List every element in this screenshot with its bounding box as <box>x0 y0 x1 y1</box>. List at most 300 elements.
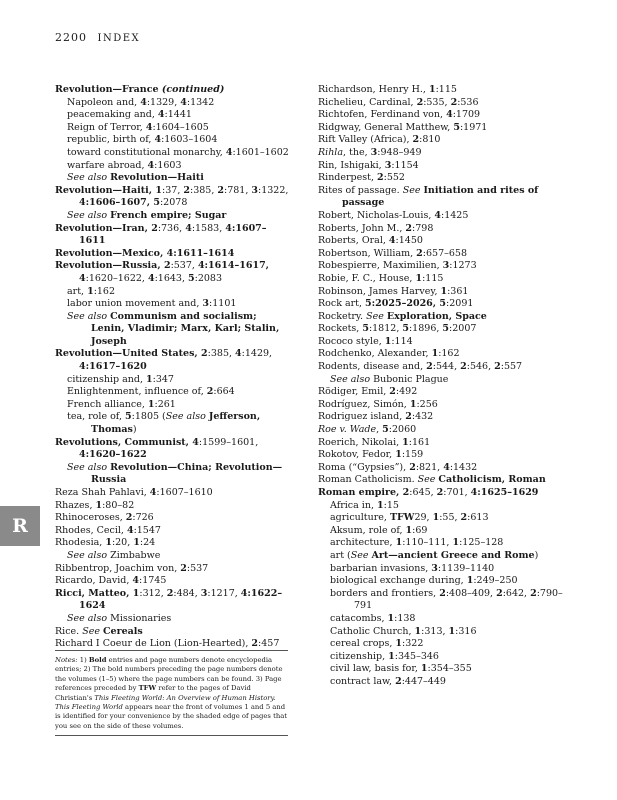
index-entry <box>55 512 291 525</box>
entry-text: :1139–1140 <box>437 562 495 574</box>
entry-text: 4:1606–1607, 5 <box>79 197 160 209</box>
index-subentry <box>318 626 580 639</box>
entry-text: 3 <box>431 562 438 574</box>
entry-text: :701, <box>443 487 471 498</box>
entry-text: Ribbentrop, Joachim von, <box>55 562 181 574</box>
index-entry <box>55 638 291 651</box>
entry-text: :115 <box>422 272 444 284</box>
entry-text: 2 <box>217 184 224 196</box>
entry-text: Rococo style, <box>318 335 385 347</box>
entry-text: :345–346 <box>394 650 439 662</box>
index-entry <box>318 147 580 160</box>
entry-text: 4 <box>145 121 153 133</box>
entry-text: :536 <box>457 96 479 108</box>
entry-text: 1 <box>405 524 413 536</box>
entry-text: :1583, <box>191 222 226 234</box>
entry-text: 5 <box>453 121 460 133</box>
entry-text: Enlightenment, influence of, <box>67 386 207 398</box>
entry-text: See <box>82 625 103 637</box>
entry-text: 2 <box>251 638 259 650</box>
entry-text: 5 <box>402 323 409 335</box>
entry-text: Aksum, role of, <box>330 524 406 536</box>
entry-text: 2 <box>426 361 433 373</box>
entry-text: borders and frontiers, <box>330 587 440 599</box>
entry-text: 1 <box>133 537 140 549</box>
entry-text: :1620–1622, <box>85 272 148 284</box>
entry-text: Rockets, <box>318 323 363 335</box>
entry-text: 1 <box>395 638 403 650</box>
entry-text: :432 <box>411 411 434 423</box>
entry-text: 2 <box>460 512 468 524</box>
entry-text: :361 <box>447 285 469 297</box>
entry-text: Exploration, Space <box>386 310 487 322</box>
page-header <box>55 31 140 44</box>
notes-label: Notes: <box>55 656 78 664</box>
entry-text: TFW <box>389 512 415 524</box>
index-subentry <box>55 286 291 299</box>
index-entry <box>318 260 580 273</box>
entry-text: :2060 <box>388 424 417 436</box>
entry-text: Roman empire, <box>318 487 403 498</box>
entry-text: 1 <box>440 285 448 297</box>
index-entry <box>318 109 580 122</box>
entry-text: 1 <box>95 499 103 511</box>
entry-text: Revolution—United States, <box>55 348 202 360</box>
index-subentry <box>318 575 580 588</box>
entry-text: :385, <box>190 184 218 196</box>
entry-text: Rock art, <box>318 298 366 310</box>
entry-text: :261 <box>154 398 176 410</box>
index-subentry <box>55 374 291 387</box>
entry-text: :408–409, <box>445 587 497 599</box>
entry-text: Revolutions, Communist, <box>55 436 193 448</box>
index-entry <box>55 575 291 588</box>
entry-text: 1 <box>87 285 94 297</box>
entry-text: 1 <box>387 612 395 624</box>
index-entry <box>318 399 580 412</box>
index-subentry <box>55 160 291 173</box>
entry-text: 2 <box>183 184 190 196</box>
running-title: INDEX <box>97 33 141 44</box>
entry-text: 2 <box>412 134 420 146</box>
entry-text: 3 <box>200 587 208 599</box>
entry-text: :1603–1604 <box>161 134 218 146</box>
entry-text: 4 <box>388 235 396 247</box>
index-entry <box>318 411 580 424</box>
entry-text: 1 <box>448 625 456 637</box>
index-subentry <box>318 638 580 651</box>
notes-book-title: This Fleeting World: An Overview of Human History. <box>94 693 276 702</box>
entry-text: :1745 <box>139 575 167 587</box>
index-entry <box>318 336 580 349</box>
entry-text: 1 <box>452 537 460 549</box>
entry-text: Missionaries <box>110 612 172 624</box>
entry-text: 4 <box>147 272 155 284</box>
entry-text: :546, <box>466 361 495 373</box>
entry-text: :642, <box>502 587 531 599</box>
entry-text: 1 <box>388 650 395 662</box>
entry-text: civil law, basis for, <box>330 663 421 675</box>
entry-text: 5 <box>362 323 369 335</box>
entry-text: 4 <box>185 222 192 234</box>
notes-book-title-short: This Fleeting World <box>55 703 123 712</box>
index-entry <box>55 84 291 97</box>
index-entry <box>55 437 291 462</box>
entry-text: Jefferson, Thomas <box>91 411 261 436</box>
entry-text: 2 <box>496 587 503 599</box>
index-column-left <box>55 84 291 651</box>
entry-text: 1 <box>414 625 422 637</box>
entry-text: Communism and socialism; Lenin, Vladimir; Marx, Karl; Stalin, Joseph <box>91 310 280 347</box>
entry-text: Rift Valley (Africa), <box>318 134 413 146</box>
entry-text: :657–658 <box>422 247 467 259</box>
index-entry <box>318 134 580 147</box>
entry-text: 2 <box>125 512 133 524</box>
entry-text: 2 <box>206 386 214 398</box>
entry-text: :37, <box>162 184 184 196</box>
entry-text: :24 <box>139 537 156 549</box>
entry-text: 4 <box>132 575 139 587</box>
entry-text: 1 <box>377 499 384 511</box>
entry-text: Roberts, Oral, <box>318 235 389 247</box>
entry-text: 2 <box>416 96 424 108</box>
entry-text: :316 <box>455 625 477 637</box>
index-subentry <box>55 462 291 487</box>
entry-text: 1 <box>146 373 153 385</box>
index-entry <box>55 185 291 210</box>
index-entry <box>318 361 580 374</box>
entry-text: :810 <box>419 134 441 146</box>
index-subentry <box>318 613 580 626</box>
entry-text: 4 <box>149 487 157 498</box>
entry-text: Richelieu, Cardinal, <box>318 96 417 108</box>
index-entry <box>318 437 580 450</box>
entry-text: 4 <box>126 524 134 536</box>
entry-text: :790–791 <box>354 587 563 612</box>
entry-text: 1 <box>395 449 402 461</box>
entry-text: art ( <box>330 549 351 561</box>
entry-text: :613 <box>467 512 489 524</box>
entry-text: Revolution—Mexico, 4:1611–1614 <box>55 247 235 259</box>
entry-text: :347 <box>152 373 174 385</box>
index-entry <box>55 588 291 613</box>
entry-text: labor union movement and, <box>67 298 203 310</box>
index-entry <box>318 323 580 336</box>
entry-text: See <box>350 549 372 561</box>
entry-text: Rodents, disease and, <box>318 361 427 373</box>
index-column-right <box>318 84 580 689</box>
entry-text: :2091 <box>446 298 474 310</box>
entry-text: See also <box>67 549 111 561</box>
entry-text: 4:1625–1629 <box>470 487 539 498</box>
entry-text: 2 <box>389 386 396 398</box>
entry-text: :1604–1605 <box>152 121 209 133</box>
entry-text: Initiation and rites of passage <box>342 184 539 209</box>
entry-text: 2 <box>530 587 537 599</box>
index-subentry <box>55 134 291 147</box>
entry-text: :1643, <box>154 272 189 284</box>
entry-text: 2 <box>166 587 174 599</box>
index-entry <box>55 223 291 248</box>
entry-text: Roerich, Nikolai, <box>318 436 403 448</box>
notes-text: refer to the pages of David Christian's <box>55 684 251 702</box>
index-entry <box>318 348 580 361</box>
entry-text: 3 <box>442 260 450 272</box>
entry-text: :313, <box>421 625 449 637</box>
entry-text: :1971 <box>459 121 488 133</box>
index-entry <box>318 298 580 311</box>
entry-text: :1441 <box>164 109 192 121</box>
entry-text: Revolution—China; Revolution—Russia <box>91 461 283 486</box>
entry-text: French empire; Sugar <box>110 209 227 221</box>
entry-text: ) <box>534 549 539 561</box>
entry-text: warfare abroad, <box>67 159 148 171</box>
entry-text: Revolution—Iran, <box>55 222 152 234</box>
index-entry <box>318 474 580 487</box>
entry-text: Rhazes, <box>55 499 96 511</box>
entry-text: See <box>366 310 387 322</box>
entry-text: 2 <box>416 247 423 259</box>
entry-text: See also <box>165 411 209 423</box>
entry-text: 4:1622–1624 <box>79 587 283 612</box>
entry-text: :162 <box>93 285 116 297</box>
section-tab-letter: R <box>12 515 28 537</box>
index-subentry <box>55 210 291 223</box>
entry-text: See <box>402 184 424 196</box>
entry-text: 4 <box>140 96 147 108</box>
entry-text: :1812, <box>368 323 403 335</box>
entry-text: Roberts, John M., <box>318 222 406 234</box>
index-subentry <box>55 97 291 110</box>
entry-text: :249–250 <box>473 575 518 587</box>
index-subentry <box>318 525 580 538</box>
index-subentry <box>318 550 580 563</box>
entry-text: :645, <box>409 487 437 498</box>
entry-text: :1342 <box>186 96 215 108</box>
index-subentry <box>55 550 291 563</box>
index-entry <box>55 537 291 550</box>
index-subentry <box>318 500 580 513</box>
index-entry <box>55 626 291 639</box>
entry-text: Robinson, James Harvey, <box>318 285 441 297</box>
entry-text: :2078 <box>159 197 188 209</box>
entry-text: peacemaking and, <box>67 109 158 121</box>
entry-text: Rice. <box>55 625 83 637</box>
entry-text: :736, <box>157 222 186 234</box>
entry-text: 4:1607–1611 <box>79 222 267 247</box>
entry-text: 1 <box>466 575 474 587</box>
entry-text: 2 <box>395 675 402 687</box>
index-subentry <box>55 109 291 122</box>
entry-text: 1 <box>384 335 392 347</box>
entry-text: Robert, Nicholas-Louis, <box>318 209 435 221</box>
entry-text: :2083 <box>194 272 223 284</box>
entry-text: Ricardo, David, <box>55 575 133 587</box>
index-entry <box>318 210 580 223</box>
entry-text: ) <box>132 424 137 436</box>
entry-text: :2007 <box>449 323 477 335</box>
entry-text: Revolution—Haiti, <box>55 184 156 196</box>
entry-text: Rodríguez, Simón, <box>318 398 410 410</box>
index-entry <box>55 487 291 500</box>
entry-text: 2 <box>405 222 413 234</box>
entry-text: :20, <box>111 537 134 549</box>
index-subentry <box>318 563 580 576</box>
entry-text: Rodchenko, Alexander, <box>318 348 432 360</box>
entry-text: 4 <box>147 159 155 171</box>
index-entry <box>318 172 580 185</box>
entry-text: Rhodesia, <box>55 537 106 549</box>
entry-text: contract law, <box>330 675 396 687</box>
entry-text: :1217, <box>207 587 241 599</box>
entry-text: 4 <box>157 109 165 121</box>
entry-text: catacombs, <box>330 612 388 624</box>
index-subentry <box>55 122 291 135</box>
index-entry <box>318 223 580 236</box>
entry-text: :385, <box>207 348 236 360</box>
entry-text: :664 <box>213 386 235 398</box>
entry-text: 4 <box>235 348 242 360</box>
entry-text: 1 <box>402 436 409 448</box>
entry-text: 5 <box>382 424 389 436</box>
entry-text: :1603 <box>154 159 182 171</box>
entry-text: See <box>417 474 439 486</box>
entry-text: Roe v. Wade <box>318 424 377 436</box>
entry-text: 2 <box>494 361 501 373</box>
entry-text: :557 <box>500 361 523 373</box>
entry-text: :535, <box>423 96 451 108</box>
entry-text: 1 <box>105 537 112 549</box>
entry-text: :1709 <box>452 109 481 121</box>
entry-text: 1 <box>431 348 439 360</box>
index-subentry <box>318 651 580 664</box>
index-subentry <box>318 374 580 387</box>
entry-text: Rodriguez island, <box>318 411 406 423</box>
entry-text: Art—ancient Greece and Rome <box>371 549 535 561</box>
entry-text: 5 <box>188 272 195 284</box>
notes-bold-word: Bold <box>88 656 107 664</box>
entry-text: 1 <box>432 512 440 524</box>
entry-text: :161 <box>408 436 431 448</box>
entry-text: :1607–1610 <box>156 487 213 498</box>
entry-text: Rhinoceroses, <box>55 512 126 524</box>
entry-text: 2 <box>409 461 416 473</box>
index-subentry <box>55 172 291 185</box>
entry-text: :80–82 <box>102 499 135 511</box>
index-entry <box>55 348 291 373</box>
entry-text: 4 <box>446 109 453 121</box>
entry-text: See also <box>67 461 111 473</box>
entry-text: French alliance, <box>67 398 148 410</box>
entry-text: :821, <box>415 461 444 473</box>
entry-text: :114 <box>391 335 413 347</box>
entry-text: Revolution—Haiti <box>110 172 204 184</box>
entry-text: Richardson, Henry H., <box>318 84 429 95</box>
entry-text: 3 <box>370 146 378 158</box>
entry-text: Ridgway, General Matthew, <box>318 121 454 133</box>
entry-text: 4 <box>434 209 441 221</box>
entry-text: Reign of Terror, <box>67 121 146 133</box>
entry-text: :1154 <box>391 159 419 171</box>
notes-tfw: TFW <box>138 684 157 693</box>
entry-text: :1450 <box>395 235 423 247</box>
entry-text: 2 <box>450 96 458 108</box>
entry-text: tea, role of, <box>67 411 126 423</box>
entry-text: Rödiger, Emil, <box>318 386 390 398</box>
entry-text: 5:2025–2026, 5 <box>365 298 447 310</box>
entry-text: 2 <box>163 260 171 272</box>
entry-text: Zimbabwe <box>110 549 161 561</box>
entry-text: Robespierre, Maximilien, <box>318 260 443 272</box>
entry-text: Robertson, William, <box>318 247 417 259</box>
entry-text: Rinderpest, <box>318 172 377 184</box>
entry-text: 1 <box>395 537 403 549</box>
entry-text: :484, <box>173 587 201 599</box>
index-entry <box>318 449 580 462</box>
entry-text: :55, <box>439 512 461 524</box>
entry-text: 2 <box>377 172 384 184</box>
entry-text: 4 <box>225 146 233 158</box>
entry-text: :492 <box>395 386 418 398</box>
entry-text: 2 <box>180 562 187 574</box>
entry-text: :1896, <box>408 323 443 335</box>
index-subentry <box>318 537 580 550</box>
index-subentry <box>55 298 291 311</box>
entry-text: art, <box>67 285 88 297</box>
entry-text: :15 <box>383 499 399 511</box>
entry-text: :726 <box>132 512 154 524</box>
entry-text: 2 <box>151 222 158 234</box>
entry-text: 29, <box>414 512 433 524</box>
index-entry <box>318 185 580 210</box>
entry-text: barbarian invasions, <box>330 562 432 574</box>
index-subentry <box>55 399 291 412</box>
entry-text: :457 <box>258 638 280 650</box>
entry-text: Bubonic Plague <box>373 373 449 385</box>
entry-text: , the, <box>343 146 371 158</box>
entry-text: Richard I Coeur de Lion (Lion-Hearted), <box>55 638 252 650</box>
entry-text: 4:1617–1620 <box>79 361 147 373</box>
index-entry <box>318 273 580 286</box>
entry-text: :1805 ( <box>131 411 166 423</box>
index-entry <box>318 97 580 110</box>
entry-text: 1 <box>420 663 428 675</box>
notes-box <box>55 650 288 736</box>
index-entry <box>318 84 580 97</box>
index-subentry <box>55 147 291 160</box>
entry-text: 1 <box>428 84 436 95</box>
notes-text: 1) <box>77 656 89 664</box>
entry-text: :125–128 <box>459 537 504 549</box>
entry-text: 3 <box>202 298 210 310</box>
entry-text: :1322, <box>258 184 289 196</box>
entry-text: 1 <box>155 184 163 196</box>
index-entry <box>318 311 580 324</box>
index-subentry <box>318 588 580 613</box>
entry-text: cereal crops, <box>330 638 396 650</box>
entry-text: :1429, <box>241 348 273 360</box>
entry-text: 4 <box>154 134 162 146</box>
entry-text: Roman Catholicism. <box>318 474 418 486</box>
entry-text: :1425 <box>441 209 469 221</box>
index-entry <box>318 286 580 299</box>
entry-text: Revolution—Russia, <box>55 260 164 272</box>
entry-text: republic, birth of, <box>67 134 155 146</box>
entry-text: Cereals <box>102 625 143 637</box>
entry-text: 4:1620–1622 <box>79 449 147 461</box>
entry-text: See also <box>67 209 111 221</box>
entry-text: Rokotov, Fedor, <box>318 449 396 461</box>
